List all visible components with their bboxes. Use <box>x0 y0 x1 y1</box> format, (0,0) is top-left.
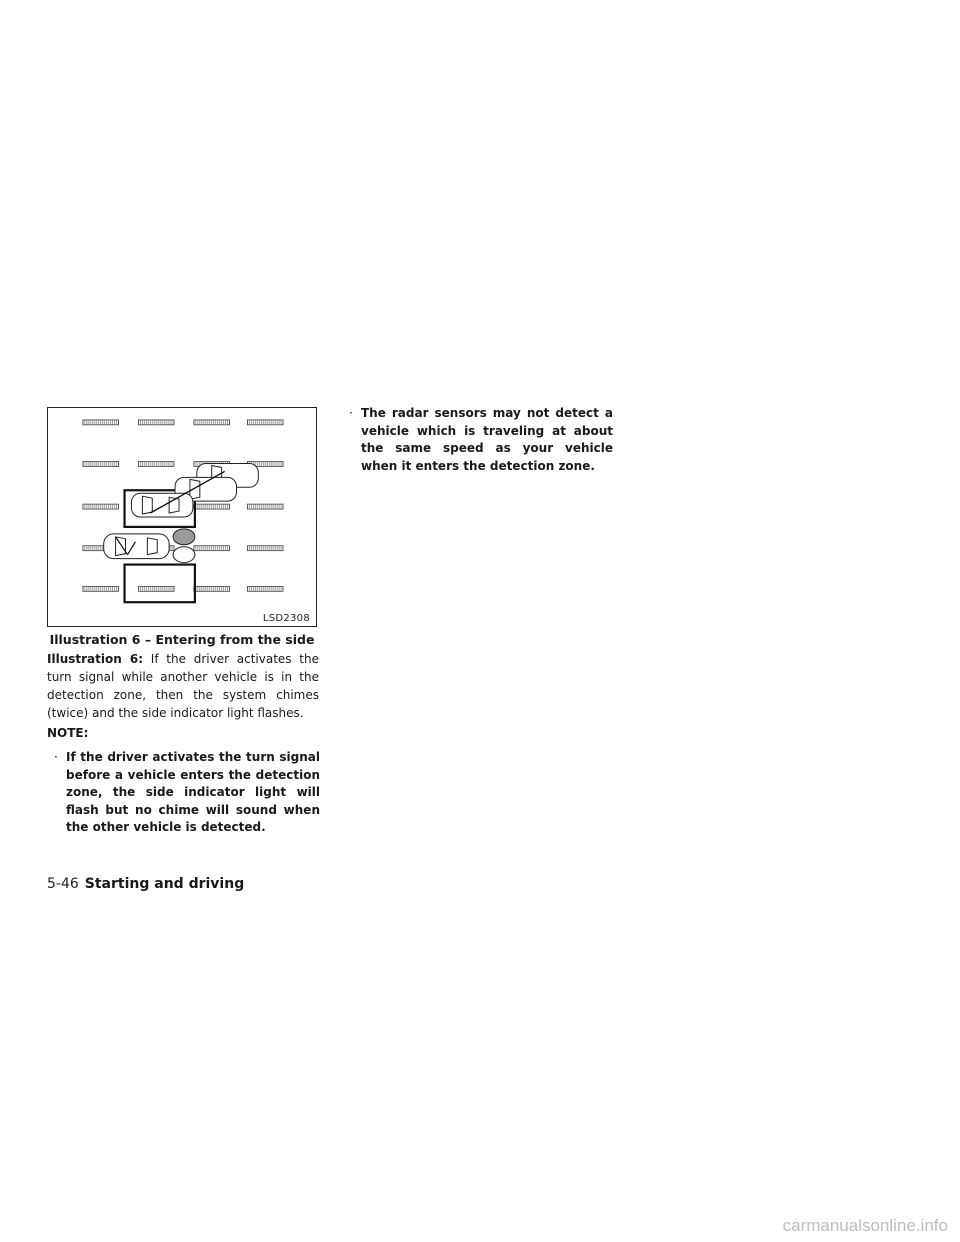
page-footer <box>47 876 244 892</box>
note-bullet-1 <box>54 749 320 837</box>
indicator-light-lit <box>173 529 195 545</box>
note-heading: NOTE: <box>47 726 89 740</box>
detection-zone-lower <box>125 565 195 603</box>
paragraph-text: If the driver activates the turn signal while another vehicle is in the detection zone, then the system chimes (twice) and the side indicator light flashes. <box>47 652 319 720</box>
figure-caption: Illustration 6 – Entering from the side <box>49 632 315 647</box>
indicator-light-off <box>173 547 195 563</box>
page-number: 5-46 <box>47 876 79 892</box>
note-bullet-2 <box>349 405 613 475</box>
note-bullet-text: If the driver activates the turn signal before a vehicle enters the detection zone, the side indicator light will flash but no chime will sound when the other vehicle is detected. <box>66 750 320 834</box>
illustration-paragraph <box>47 650 319 722</box>
note-bullet-text: The radar sensors may not detect a vehicle which is traveling at about the same speed as your vehicle when it enters the detection zone. <box>361 406 613 473</box>
illustration-6-figure <box>47 407 317 627</box>
watermark: carmanualsonline.info <box>782 1216 948 1235</box>
section-title: Starting and driving <box>84 876 245 892</box>
lane-diagram <box>48 408 316 626</box>
figure-code: LSD2308 <box>262 613 310 624</box>
own-vehicle <box>104 534 169 559</box>
paragraph-lead: Illustration 6: <box>47 652 144 666</box>
bullet-dot: · <box>349 406 353 420</box>
bullet-dot: · <box>54 750 58 764</box>
